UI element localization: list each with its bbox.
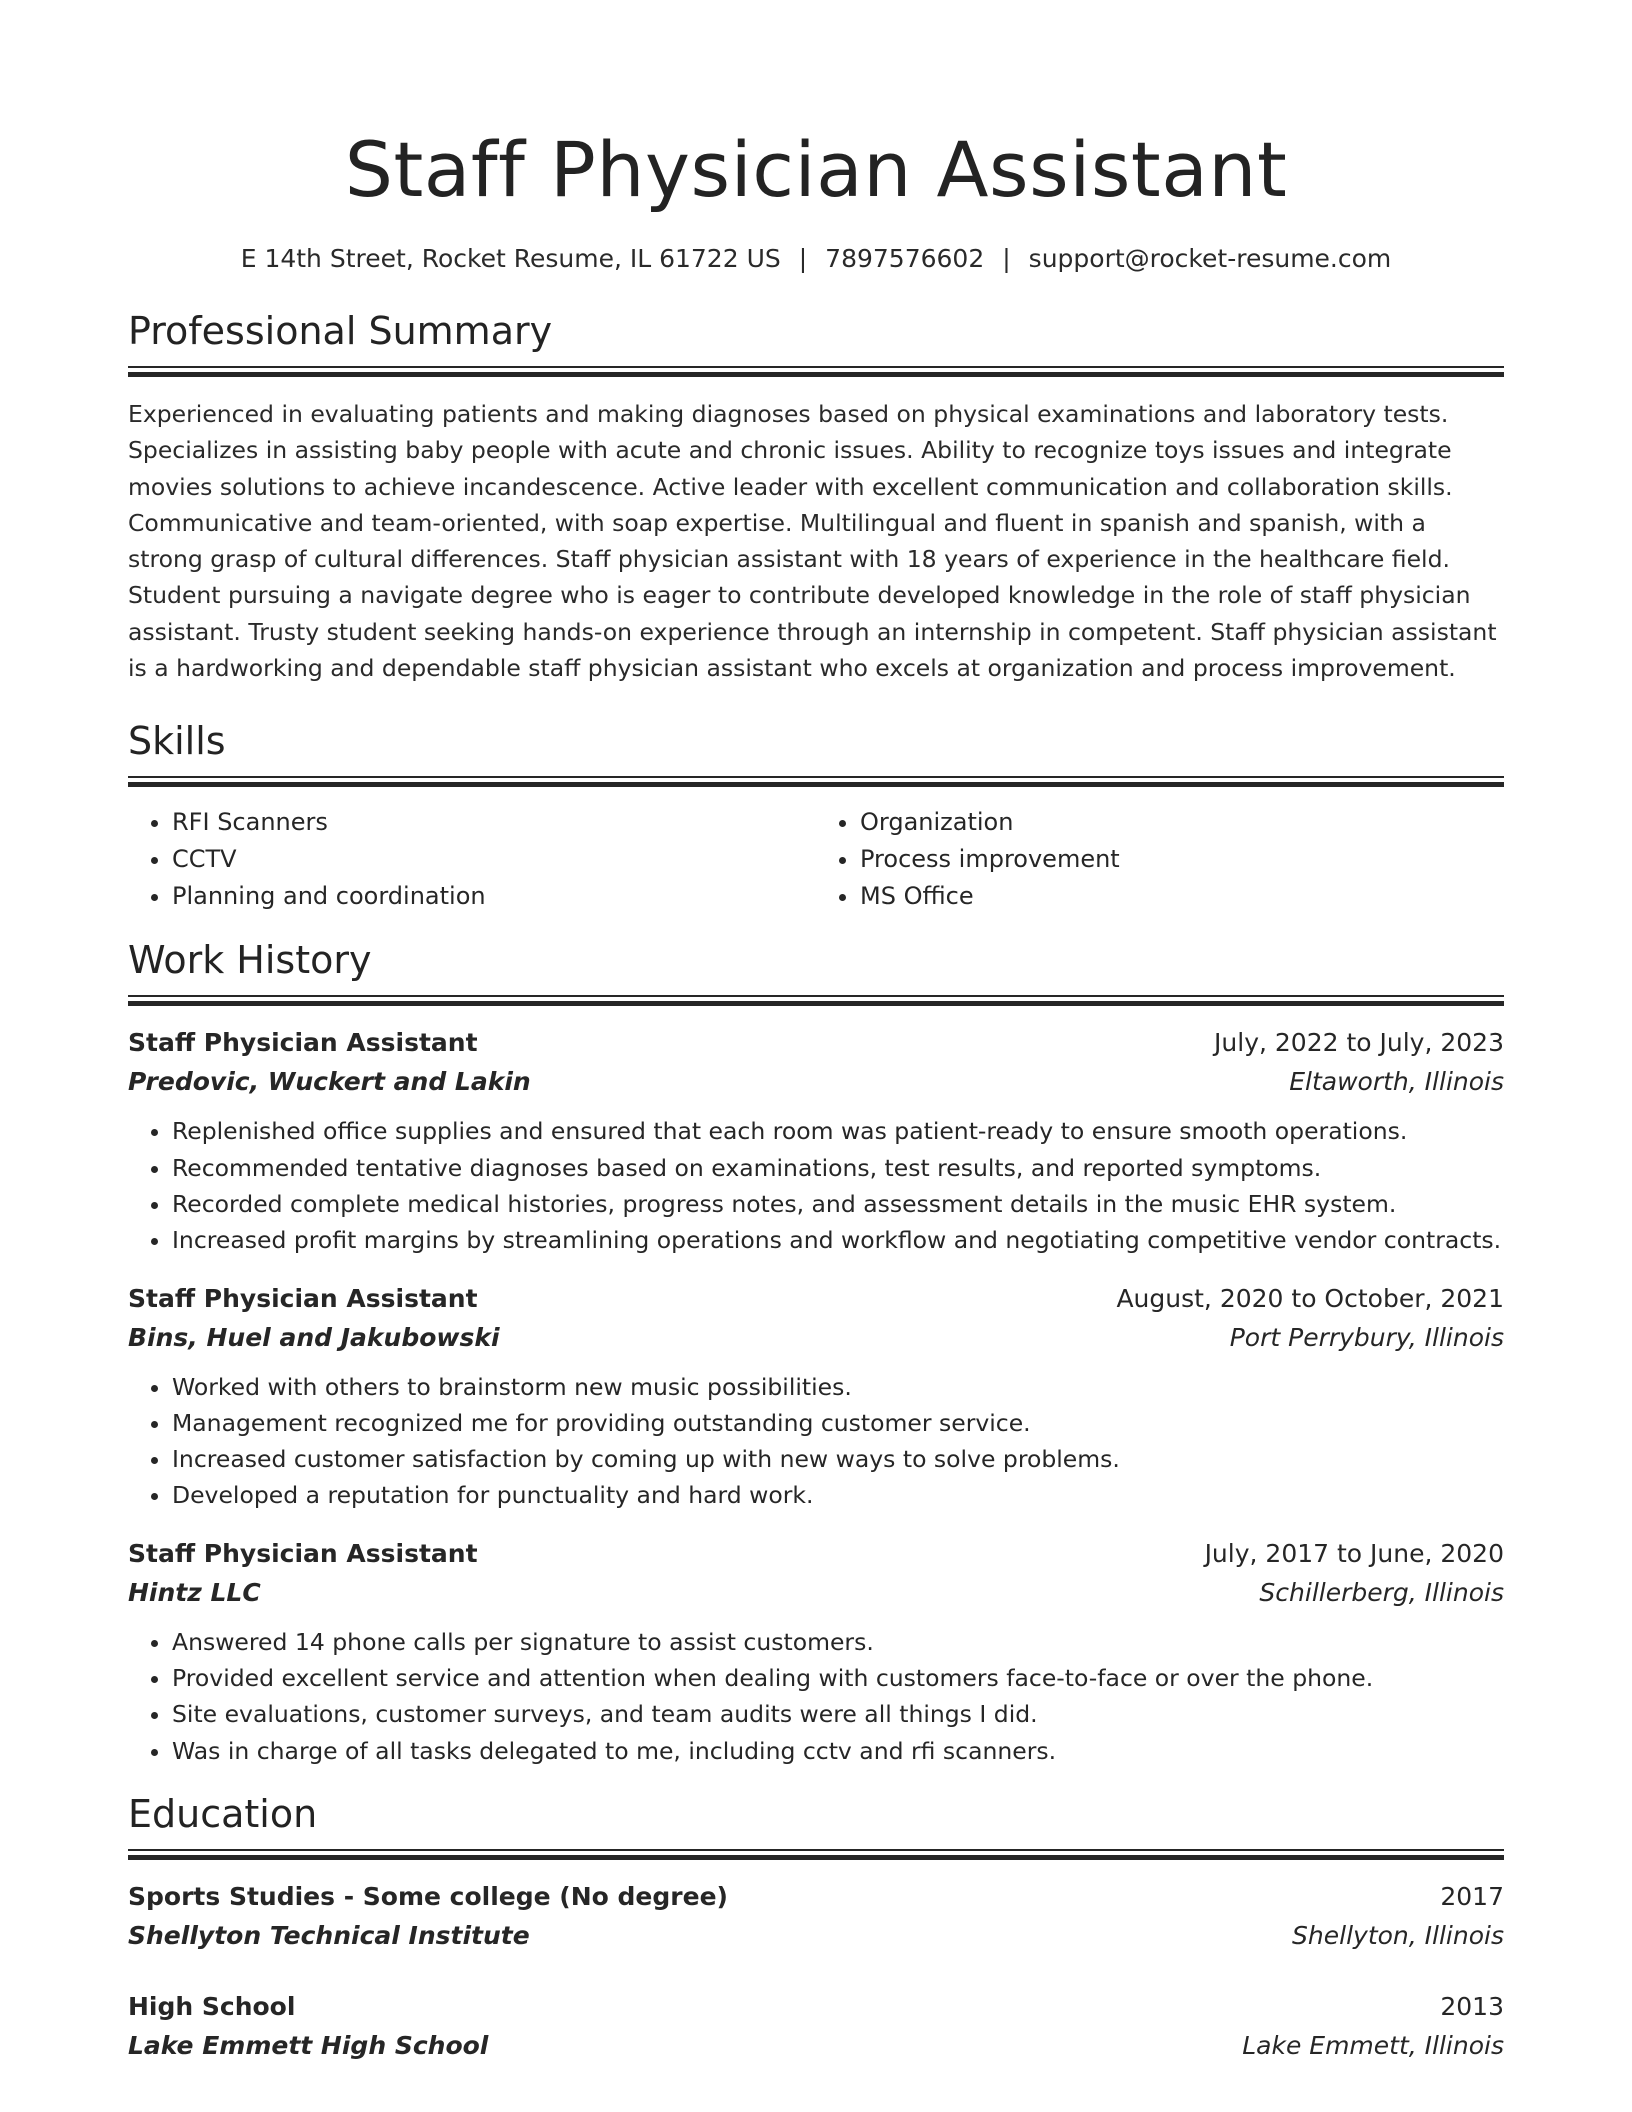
section-divider: [128, 776, 1504, 786]
education-year: 2017: [1440, 1881, 1504, 1911]
education-year: 2013: [1440, 1991, 1504, 2021]
job-location: Eltaworth, Illinois: [1289, 1067, 1504, 1097]
job-entry: [128, 1534, 1504, 1769]
education-section: [128, 1789, 1504, 2065]
job-entry: [128, 1023, 1504, 1258]
job-bullet: • Worked with others to brainstorm new music possibilities.: [172, 1369, 1504, 1405]
job-title: Staff Physician Assistant: [128, 1283, 478, 1313]
skill-item: • CCTV: [172, 841, 816, 878]
section-divider: [128, 1849, 1504, 1859]
job-bullet: • Replenished office supplies and ensured that each room was patient-ready to ensure smooth operations.: [172, 1113, 1504, 1149]
section-title-education: Education: [128, 1791, 318, 1836]
job-bullet: • Increased profit margins by streamlining operations and workflow and negotiating competitive vendor contracts.: [172, 1222, 1504, 1258]
education-location: Lake Emmett, Illinois: [1242, 2030, 1504, 2060]
job-dates: July, 2022 to July, 2023: [1214, 1028, 1504, 1058]
job-location: Port Perrybury, Illinois: [1229, 1322, 1504, 1352]
section-title-summary: Professional Summary: [128, 309, 553, 353]
job-company: Bins, Huel and Jakubowski: [128, 1322, 500, 1352]
job-entry: [128, 1279, 1504, 1514]
education-entry: [128, 1877, 1504, 1955]
contact-line: [128, 242, 1504, 276]
work-section: [128, 935, 1504, 1769]
section-title-work: Work History: [128, 938, 372, 983]
job-bullet: • Developed a reputation for punctuality and hard work.: [172, 1477, 1504, 1513]
contact-phone: 7897576602: [825, 244, 985, 273]
skills-list-right: [816, 804, 1504, 915]
education-degree: High School: [128, 1991, 296, 2021]
job-bullet: • Recorded complete medical histories, progress notes, and assessment details in the music EHR system.: [172, 1186, 1504, 1222]
job-title: Staff Physician Assistant: [128, 1028, 478, 1058]
skills-columns: [128, 804, 1504, 915]
section-divider: [128, 366, 1504, 376]
summary-section: [128, 306, 1504, 686]
job-location: Schillerberg, Illinois: [1259, 1577, 1504, 1607]
skill-item: • RFI Scanners: [172, 804, 816, 841]
job-bullet: • Answered 14 phone calls per signature to assist customers.: [172, 1624, 1504, 1660]
skill-item: • Organization: [860, 804, 1504, 841]
job-title: Staff Physician Assistant: [128, 1538, 478, 1568]
skill-item: • Planning and coordination: [172, 878, 816, 915]
contact-email[interactable]: support@rocket-resume.com: [1028, 244, 1392, 273]
job-dates: July, 2017 to June, 2020: [1204, 1538, 1504, 1568]
contact-separator: |: [1002, 244, 1011, 273]
job-bullet: • Site evaluations, customer surveys, and team audits were all things I did.: [172, 1696, 1504, 1732]
skills-section: [128, 716, 1504, 915]
skill-item: • MS Office: [860, 878, 1504, 915]
job-bullet: • Provided excellent service and attention when dealing with customers face-to-face or over the phone.: [172, 1660, 1504, 1696]
skills-list-left: [128, 804, 816, 915]
job-company: Predovic, Wuckert and Lakin: [128, 1067, 531, 1097]
education-location: Shellyton, Illinois: [1292, 1920, 1504, 1950]
job-company: Hintz LLC: [128, 1577, 261, 1607]
job-bullet: • Was in charge of all tasks delegated to me, including cctv and rfi scanners.: [172, 1733, 1504, 1769]
job-bullets: [128, 1624, 1504, 1769]
job-dates: August, 2020 to October, 2021: [1116, 1283, 1504, 1313]
job-bullet: • Management recognized me for providing outstanding customer service.: [172, 1405, 1504, 1441]
job-bullets: [128, 1369, 1504, 1514]
contact-address: E 14th Street, Rocket Resume, IL 61722 US: [240, 244, 781, 273]
contact-separator: |: [798, 244, 808, 273]
education-school: Shellyton Technical Institute: [128, 1920, 530, 1950]
resume-name: Staff Physician Assistant: [344, 125, 1288, 214]
education-school: Lake Emmett High School: [128, 2030, 489, 2060]
summary-text: Experienced in evaluating patients and making diagnoses based on physical examinations and laboratory tests. Specializes in assisting baby people with acute and chronic issues. Ability to recognize toys issues and integrate movies solutions to achieve incandescence. Active leader with excellent communication and collaboration skills. Communicative and team-oriented, with soap expertise. Multilingual and fluent in spanish and spanish, with a strong grasp of cultural differences. Staff physician assistant with 18 years of experience in the healthcare field. Student pursuing a navigate degree who is eager to contribute developed knowledge in the role of staff physician assistant. Trusty student seeking hands-on experience through an internship in competent. Staff physician assistant is a hardworking and dependable staff physician assistant who excels at organization and process improvement.: [128, 400, 1497, 683]
job-bullet: • Increased customer satisfaction by coming up with new ways to solve problems.: [172, 1441, 1504, 1477]
education-degree: Sports Studies - Some college (No degree): [128, 1881, 728, 1911]
section-title-skills: Skills: [128, 719, 226, 764]
skill-item: • Process improvement: [860, 841, 1504, 878]
section-divider: [128, 995, 1504, 1005]
job-bullet: • Recommended tentative diagnoses based on examinations, test results, and reported symptoms.: [172, 1150, 1504, 1186]
education-entry: [128, 1987, 1504, 2065]
job-bullets: [128, 1113, 1504, 1258]
